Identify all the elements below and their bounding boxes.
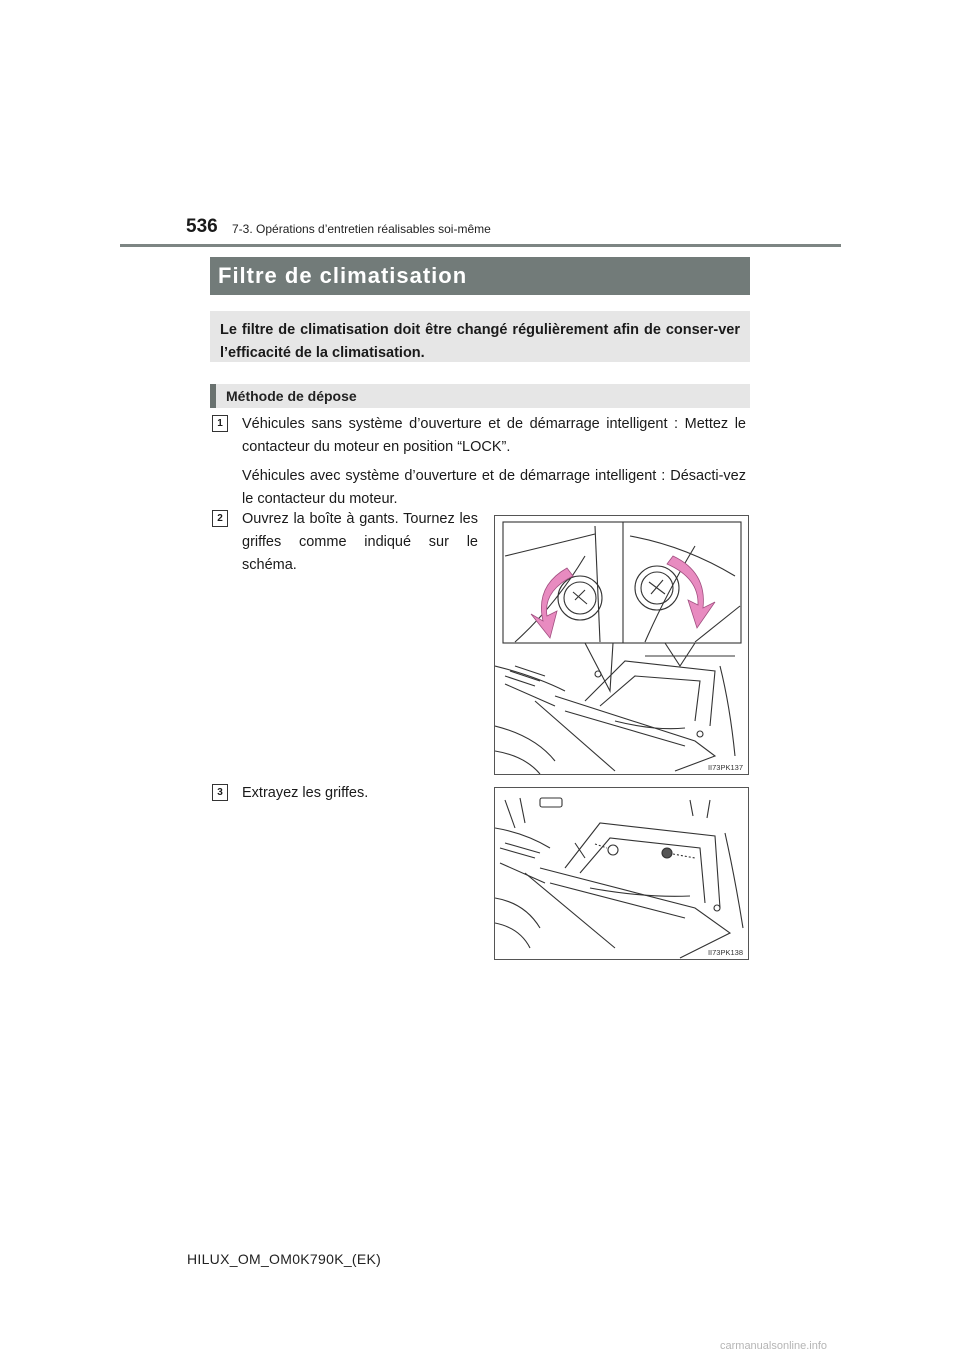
step-3-text: Extrayez les griffes. [242, 785, 369, 801]
page-number: 536 [186, 216, 218, 237]
step-1-text-b: Véhicules avec système d’ouverture et de démarrage intelligent : Désacti-vez le contacteur du moteur. [242, 468, 746, 507]
step-badge-2: 2 [212, 510, 228, 527]
watermark: carmanualsonline.info [720, 1340, 828, 1352]
figure-glovebox-claws-rotate [494, 515, 749, 775]
subsection-bar [210, 384, 750, 408]
main-title: Filtre de climatisation [218, 263, 468, 288]
step-badge-1: 1 [212, 415, 228, 432]
step-1-text-a: Véhicules sans système d’ouverture et de démarrage intelligent : Mettez le contacteur du moteur en position “LOCK”. [242, 416, 746, 455]
intro-box: Le filtre de climatisation doit être changé régulièrement afin de conser-ver l’efficacité de la climatisation. [210, 311, 750, 362]
figure-glovebox-claws-remove [494, 787, 749, 960]
step-badge-3: 3 [212, 784, 228, 801]
subsection-title: Méthode de dépose [226, 388, 357, 404]
figure-1-code: II73PK137 [707, 763, 743, 772]
figure-1-illustration [495, 516, 749, 775]
header-rule [120, 244, 841, 247]
section-title: 7-3. Opérations d’entretien réalisables soi-même [232, 222, 491, 236]
figure-2-code: II73PK138 [707, 948, 743, 957]
step-2-text: Ouvrez la boîte à gants. Tournez les griffes comme indiqué sur le schéma. [242, 511, 478, 573]
main-title-bar [210, 257, 750, 295]
figure-2-illustration [495, 788, 749, 960]
footer-doc-code: HILUX_OM_OM0K790K_(EK) [187, 1251, 382, 1267]
